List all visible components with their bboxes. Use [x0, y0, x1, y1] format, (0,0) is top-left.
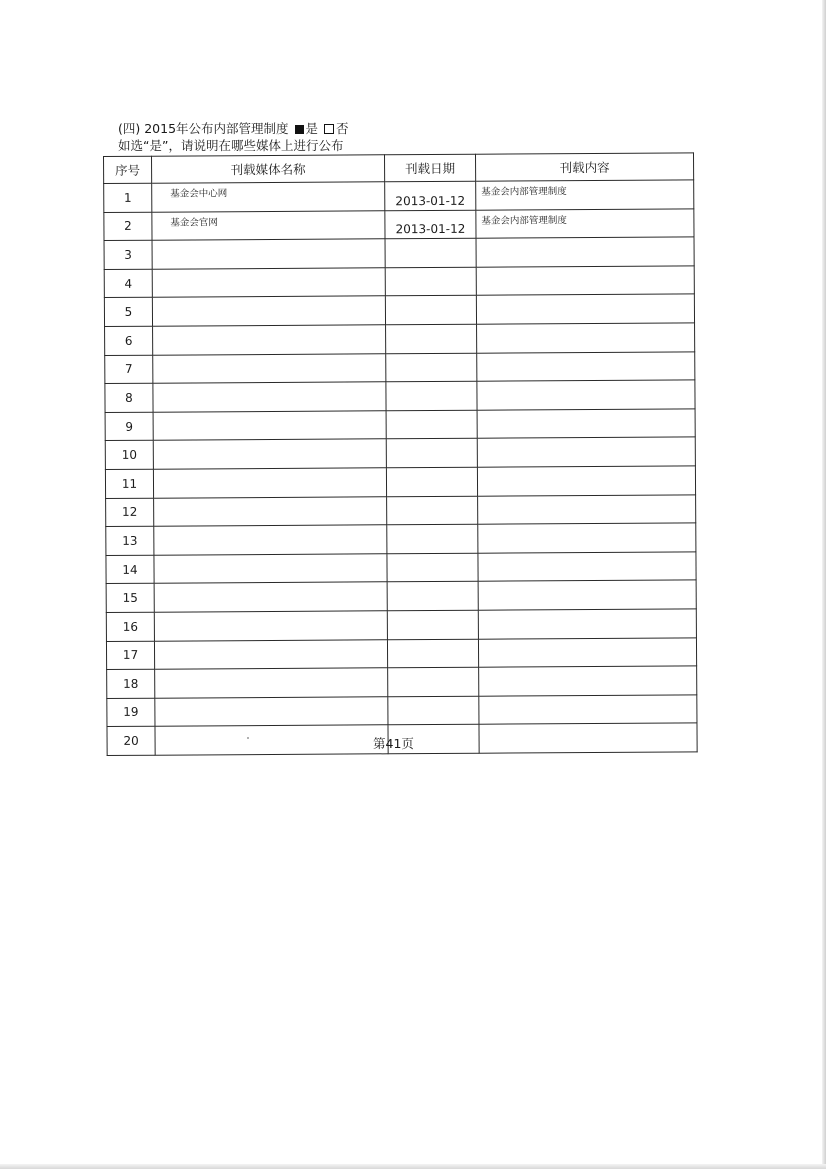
row-number: 2	[104, 212, 152, 241]
row-number: 3	[104, 240, 152, 269]
content-cell	[477, 380, 695, 410]
content-cell	[478, 580, 696, 610]
publish-date-cell	[387, 496, 478, 525]
media-name-cell	[154, 611, 387, 641]
publish-date-cell	[386, 439, 477, 468]
media-name-cell	[153, 353, 386, 383]
column-header-content: 刊载内容	[475, 153, 693, 181]
publish-date-cell: 2013-01-12	[385, 181, 476, 210]
row-number: 13	[106, 526, 154, 555]
scan-edge-bottom	[0, 1164, 826, 1169]
no-checkbox-empty[interactable]	[324, 124, 334, 134]
publish-date-cell	[386, 353, 477, 382]
row-number: 6	[105, 326, 153, 355]
row-number: 12	[106, 498, 154, 527]
content-cell	[477, 437, 695, 467]
publication-table-wrapper	[103, 152, 699, 755]
table-row	[107, 666, 697, 698]
question-text: (四) 2015年公布内部管理制度	[118, 121, 289, 136]
row-number: 15	[106, 584, 154, 613]
publish-date-cell	[385, 238, 476, 267]
media-name-cell	[152, 268, 385, 298]
column-header-date: 刊载日期	[384, 154, 475, 182]
content-cell	[476, 237, 694, 267]
content-cell: 基金会内部管理制度	[476, 180, 694, 210]
table-row	[104, 266, 694, 298]
row-number: 7	[105, 355, 153, 384]
row-number: 17	[106, 641, 154, 670]
instruction-text: 如选“是”，请说明在哪些媒体上进行公布	[118, 138, 344, 153]
table-header-row	[104, 153, 694, 184]
table-row	[105, 380, 695, 412]
content-cell	[479, 695, 697, 725]
table-row	[105, 437, 695, 469]
table-row	[105, 351, 695, 383]
column-header-media: 刊载媒体名称	[152, 155, 385, 183]
publish-date-cell	[387, 524, 478, 553]
publish-date-cell	[386, 467, 477, 496]
row-number: 19	[107, 698, 155, 727]
row-number: 16	[106, 612, 154, 641]
table-row	[104, 180, 694, 212]
media-name-cell	[152, 296, 385, 326]
publish-date-cell	[385, 267, 476, 296]
no-label: 否	[336, 121, 349, 136]
table-row	[106, 494, 696, 526]
yes-label: 是	[305, 121, 319, 136]
content-cell	[476, 294, 694, 324]
row-number: 20	[107, 726, 155, 755]
publish-date-cell	[387, 639, 478, 668]
publish-date-cell	[387, 553, 478, 582]
column-header-no: 序号	[104, 156, 152, 183]
disclosure-question	[118, 120, 678, 137]
table-row	[105, 409, 695, 441]
media-name-cell	[152, 239, 385, 269]
row-number: 1	[104, 183, 152, 212]
content-cell	[477, 466, 695, 496]
table-row	[106, 609, 696, 641]
page-number: 第41页	[373, 736, 414, 751]
content-cell	[478, 523, 696, 553]
publish-date-cell	[386, 381, 477, 410]
publish-date-cell	[387, 582, 478, 611]
media-name-cell	[153, 325, 386, 355]
media-name-cell	[155, 725, 388, 755]
media-name-cell	[155, 696, 388, 726]
row-number: 4	[104, 269, 152, 298]
media-name-cell	[154, 582, 387, 612]
row-number: 10	[105, 441, 153, 470]
media-name-cell	[153, 411, 386, 441]
table-row	[107, 695, 697, 727]
content-cell	[477, 351, 695, 381]
publish-date-cell	[386, 410, 477, 439]
content-cell	[478, 552, 696, 582]
media-name-cell	[154, 525, 387, 555]
table-row	[105, 323, 695, 355]
table-row	[104, 208, 694, 240]
publish-date-cell: 2013-01-12	[385, 210, 476, 239]
row-number: 9	[105, 412, 153, 441]
table-row	[106, 552, 696, 584]
row-number: 8	[105, 383, 153, 412]
content-cell	[476, 266, 694, 296]
media-name-cell	[155, 668, 388, 698]
content-cell	[478, 637, 696, 667]
media-name-cell	[154, 553, 387, 583]
media-name-cell	[153, 382, 386, 412]
content-cell	[479, 666, 697, 696]
media-name-cell	[154, 639, 387, 669]
media-name-cell	[153, 439, 386, 469]
table-row	[105, 466, 695, 498]
content-cell	[478, 494, 696, 524]
publish-date-cell	[386, 324, 477, 353]
row-number: 18	[107, 669, 155, 698]
row-number: 14	[106, 555, 154, 584]
scan-speck	[247, 737, 249, 739]
section-header	[118, 120, 678, 154]
content-cell	[477, 409, 695, 439]
media-name-cell: 基金会官网	[152, 210, 385, 240]
row-number: 5	[104, 298, 152, 327]
table-row	[106, 637, 696, 669]
media-name-cell	[153, 468, 386, 498]
media-name-cell: 基金会中心网	[152, 182, 385, 212]
publish-date-cell	[385, 296, 476, 325]
publish-date-cell	[387, 610, 478, 639]
content-cell: 基金会内部管理制度	[476, 208, 694, 238]
table-row	[104, 237, 694, 269]
table-row	[104, 294, 694, 326]
table-row	[106, 523, 696, 555]
yes-checkbox-checked[interactable]	[295, 125, 304, 134]
content-cell	[479, 723, 697, 753]
publish-date-cell	[388, 696, 479, 725]
row-number: 11	[105, 469, 153, 498]
publication-table	[103, 152, 698, 755]
media-name-cell	[154, 496, 387, 526]
content-cell	[477, 323, 695, 353]
content-cell	[478, 609, 696, 639]
publish-date-cell	[388, 667, 479, 696]
table-body	[104, 180, 697, 755]
scan-edge-right	[822, 0, 826, 1169]
table-row	[106, 580, 696, 612]
